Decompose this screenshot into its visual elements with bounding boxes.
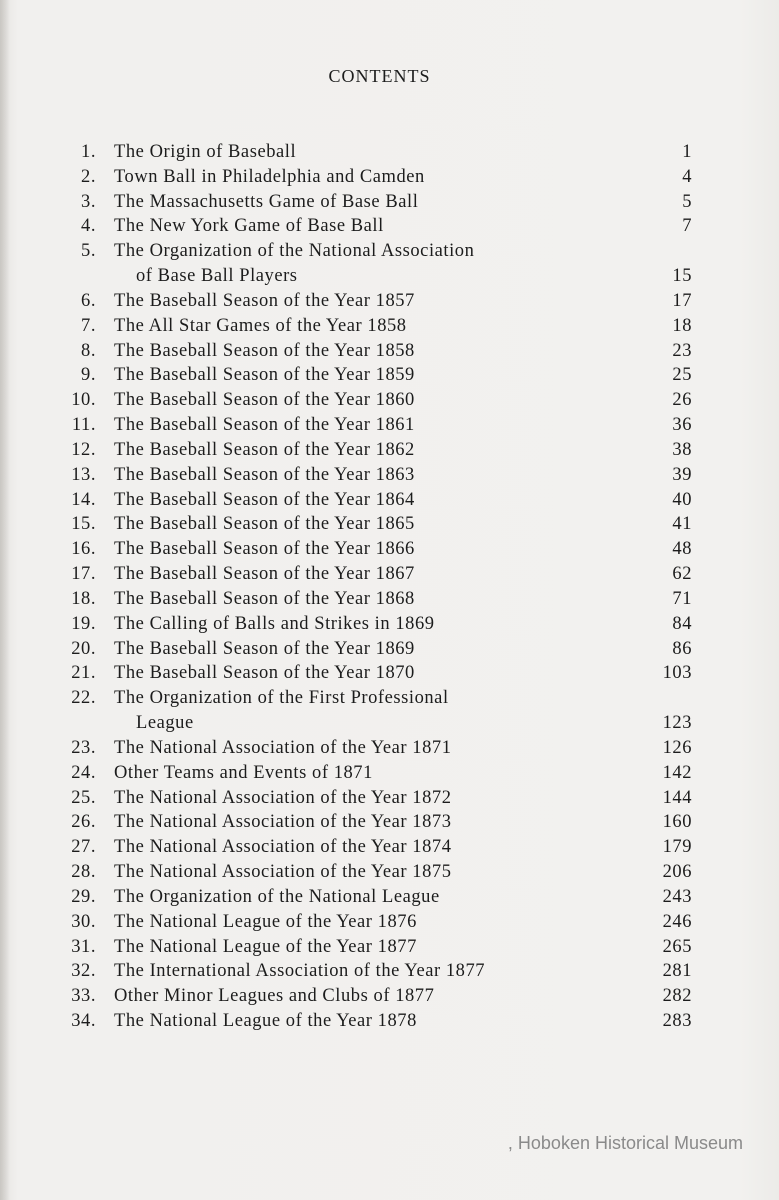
entry-title: The Baseball Season of the Year 1869 [114,638,415,659]
toc-entry [0,438,779,463]
entry-page-number: 206 [662,862,692,883]
entry-title: The Baseball Season of the Year 1858 [114,340,415,361]
entry-page-number: 17 [672,290,692,311]
entry-number: 19. [71,613,96,634]
toc-entry [0,587,779,612]
entry-page-number: 62 [672,564,692,585]
toc-entry [0,339,779,364]
entry-page-number: 265 [662,936,692,957]
toc-entry [0,860,779,885]
toc-entry [0,761,779,786]
entry-number: 15. [71,514,96,535]
entry-page-number: 246 [662,911,692,932]
entry-title: The Massachusetts Game of Base Ball [114,191,419,212]
entry-number: 27. [71,837,96,858]
entry-page-number: 179 [662,837,692,858]
toc-entry [0,686,779,711]
toc-entry [0,1009,779,1034]
toc-entry [0,562,779,587]
entry-page-number: 144 [662,787,692,808]
entry-title: The New York Game of Base Ball [114,216,384,237]
toc-entry [0,190,779,215]
entry-number: 28. [71,862,96,883]
entry-number: 24. [71,762,96,783]
entry-page-number: 23 [672,340,692,361]
entry-page-number: 39 [672,464,692,485]
entry-number: 2. [81,166,96,187]
toc-entry [0,388,779,413]
toc-entry [0,314,779,339]
entry-number: 8. [81,340,96,361]
entry-number: 22. [71,688,96,709]
toc-entry [0,984,779,1009]
entry-page-number: 86 [672,638,692,659]
museum-watermark: , Hoboken Historical Museum [507,1133,743,1153]
entry-page-number: 160 [662,812,692,833]
toc-entry [0,835,779,860]
entry-title: The National League of the Year 1878 [114,1010,417,1031]
entry-number: 18. [71,588,96,609]
entry-title: The Origin of Baseball [114,142,297,162]
entry-number: 21. [71,663,96,684]
entry-title: The National Association of the Year 1875 [114,862,452,883]
entry-number: 14. [71,489,96,510]
entry-title: The Baseball Season of the Year 1860 [114,390,415,411]
entry-title: of Base Ball Players [136,266,298,287]
toc-entry [0,363,779,388]
entry-title: The National Association of the Year 1874 [114,837,452,858]
entry-number: 7. [81,315,96,336]
entry-title: The Organization of the National Association [114,241,475,262]
entry-title: The Baseball Season of the Year 1870 [114,663,415,684]
toc-entry [0,711,779,736]
toc-entry [0,810,779,835]
entry-title: Other Teams and Events of 1871 [114,762,373,783]
entry-page-number: 5 [682,191,692,212]
entry-title: The Calling of Balls and Strikes in 1869 [114,613,435,634]
toc-entry [0,413,779,438]
entry-title: The Baseball Season of the Year 1857 [114,290,415,311]
entry-number: 11. [71,415,96,436]
toc-entry [0,537,779,562]
entry-title: The Baseball Season of the Year 1865 [114,514,415,535]
entry-page-number: 103 [662,663,692,684]
table-of-contents [0,140,779,1034]
entry-page-number: 71 [672,588,692,609]
entry-number: 9. [81,365,96,386]
entry-page-number: 1 [682,142,692,162]
entry-title: The Organization of the National League [114,886,440,907]
entry-page-number: 18 [672,315,692,336]
entry-number: 4. [81,216,96,237]
entry-number: 26. [71,812,96,833]
entry-title: The International Association of the Year 1877 [114,961,486,982]
entry-number: 34. [71,1010,96,1031]
page-title: CONTENTS [328,66,431,86]
entry-page-number: 40 [672,489,692,510]
toc-entry [0,910,779,935]
entry-number: 5. [81,241,96,262]
entry-page-number: 48 [672,539,692,560]
entry-title: The National League of the Year 1876 [114,911,417,932]
entry-title: The Baseball Season of the Year 1864 [114,489,415,510]
entry-title: The Baseball Season of the Year 1862 [114,439,415,460]
entry-page-number: 84 [672,613,692,634]
entry-title: The Baseball Season of the Year 1866 [114,539,415,560]
toc-entry [0,637,779,662]
entry-title: League [136,713,194,734]
entry-title: Other Minor Leagues and Clubs of 1877 [114,986,435,1007]
entry-title: The Baseball Season of the Year 1861 [114,415,415,436]
toc-entry [0,214,779,239]
entry-number: 25. [71,787,96,808]
entry-title: The All Star Games of the Year 1858 [114,315,407,336]
entry-page-number: 25 [672,365,692,386]
entry-title: The Baseball Season of the Year 1868 [114,588,415,609]
entry-number: 10. [71,390,96,411]
entry-title: The Organization of the First Professional [114,688,449,709]
entry-page-number: 26 [672,390,692,411]
entry-page-number: 15 [672,266,692,287]
entry-number: 16. [71,539,96,560]
entry-number: 3. [81,191,96,212]
entry-page-number: 36 [672,415,692,436]
entry-page-number: 38 [672,439,692,460]
entry-page-number: 4 [682,166,692,187]
toc-entry [0,239,779,264]
entry-title: The National Association of the Year 1871 [114,737,452,758]
entry-title: The Baseball Season of the Year 1859 [114,365,415,386]
entry-title: The National Association of the Year 1873 [114,812,452,833]
entry-title: The National League of the Year 1877 [114,936,417,957]
toc-entry [0,488,779,513]
entry-number: 20. [71,638,96,659]
entry-number: 6. [81,290,96,311]
entry-page-number: 281 [662,961,692,982]
toc-entry [0,736,779,761]
entry-number: 17. [71,564,96,585]
toc-entry [0,661,779,686]
toc-entry [0,140,779,165]
entry-page-number: 243 [662,886,692,907]
entry-page-number: 7 [682,216,692,237]
entry-number: 12. [71,439,96,460]
toc-entry [0,885,779,910]
entry-page-number: 142 [662,762,692,783]
toc-entry [0,264,779,289]
entry-number: 1. [81,142,96,162]
toc-entry [0,935,779,960]
entry-title: The Baseball Season of the Year 1863 [114,464,415,485]
entry-number: 31. [71,936,96,957]
entry-title: The National Association of the Year 1872 [114,787,452,808]
toc-entry [0,959,779,984]
entry-title: The Baseball Season of the Year 1867 [114,564,415,585]
toc-entry [0,463,779,488]
entry-page-number: 283 [662,1010,692,1031]
entry-page-number: 123 [662,713,692,734]
toc-entry [0,512,779,537]
entry-page-number: 282 [662,986,692,1007]
entry-page-number: 126 [662,737,692,758]
entry-title: Town Ball in Philadelphia and Camden [114,166,425,187]
toc-entry [0,289,779,314]
entry-number: 13. [71,464,96,485]
entry-number: 32. [71,961,96,982]
toc-entry [0,165,779,190]
entry-number: 29. [71,886,96,907]
toc-entry [0,612,779,637]
entry-number: 23. [71,737,96,758]
entry-page-number: 41 [672,514,692,535]
entry-number: 33. [71,986,96,1007]
entry-number: 30. [71,911,96,932]
toc-entry [0,786,779,811]
